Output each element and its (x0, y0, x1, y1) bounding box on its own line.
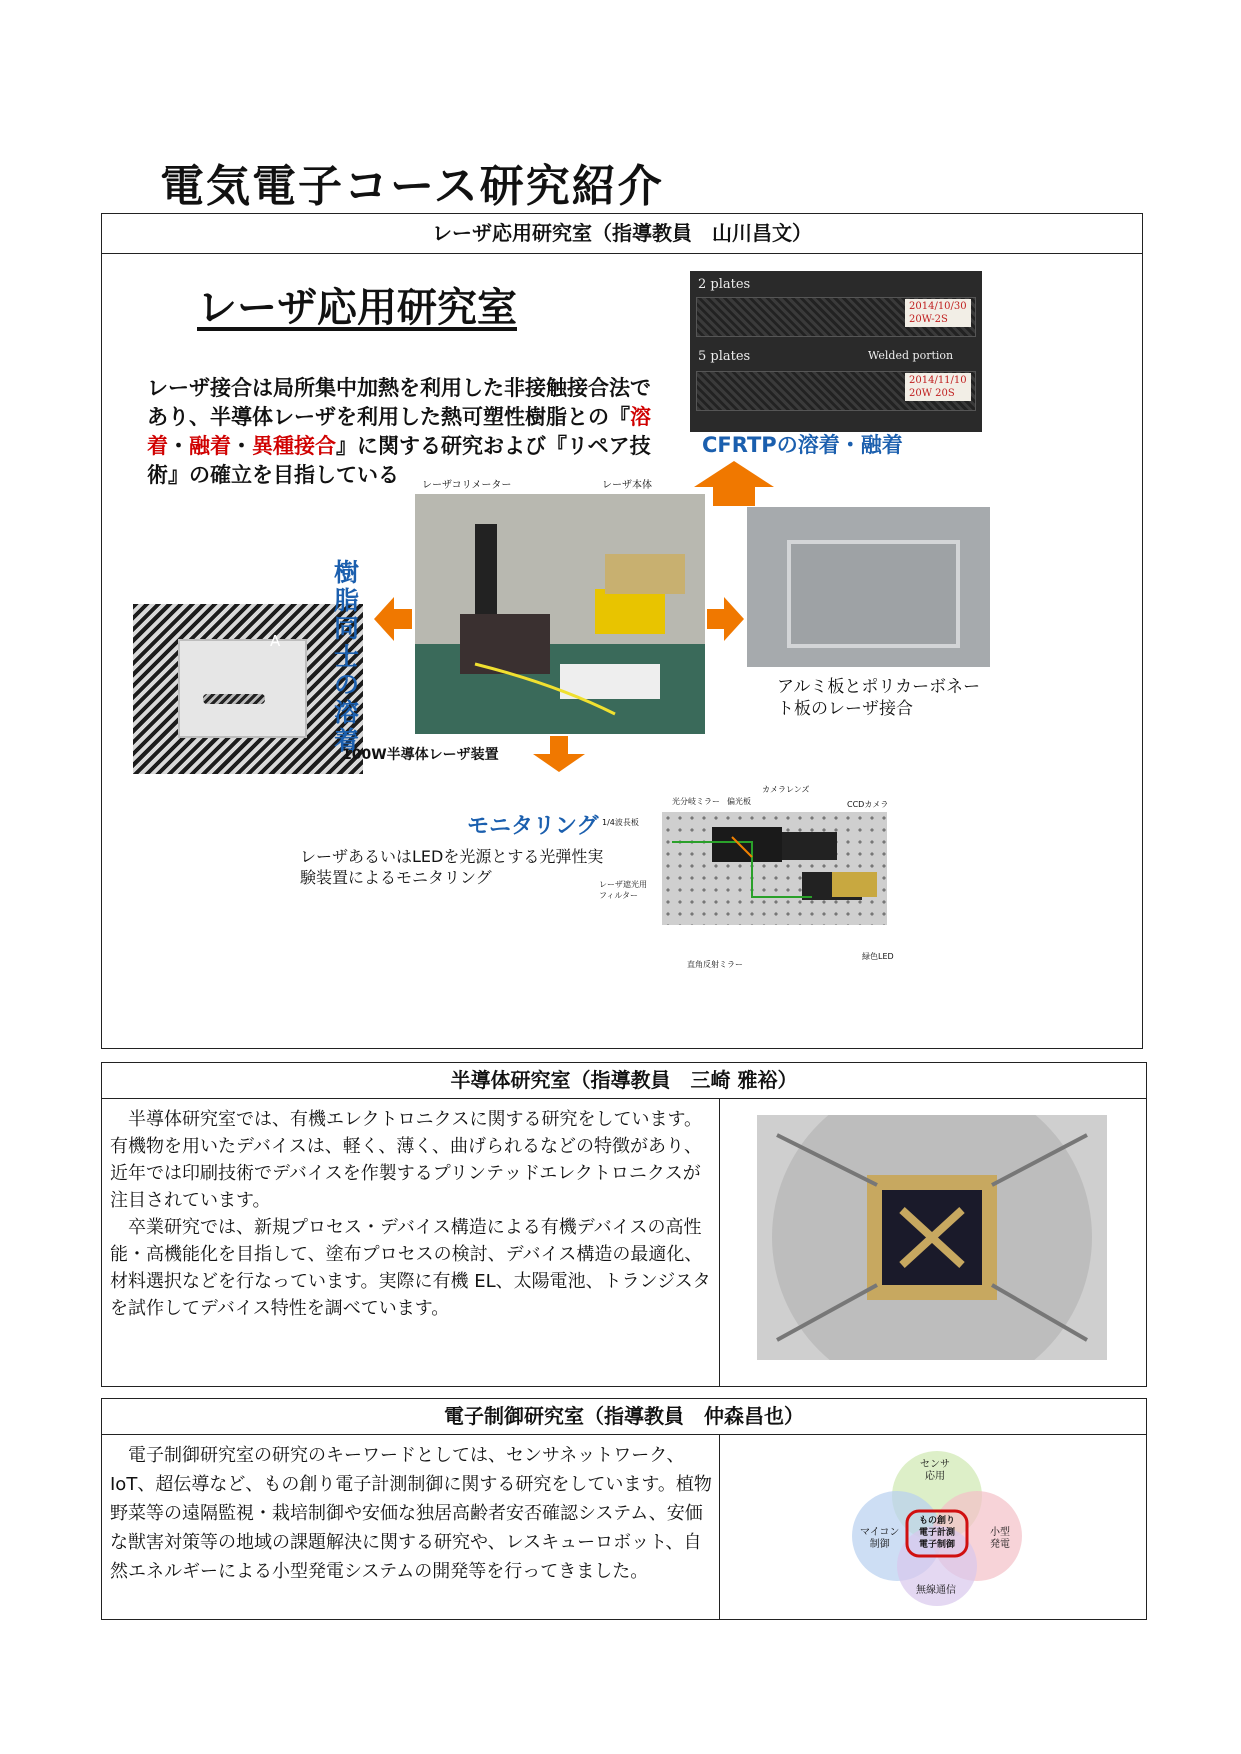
organic-device-photo (757, 1115, 1107, 1360)
laser-lab-header: レーザ応用研究室（指導教員 山川昌文） (102, 214, 1142, 254)
cfrtp-5plates-label: 5 plates (698, 349, 751, 364)
arrow-up-icon (694, 461, 774, 487)
arrow-right-shaft (707, 609, 725, 629)
arrow-left-shaft (394, 609, 412, 629)
arrow-right-icon (724, 597, 744, 641)
laser-body-caption: レーザ本体 (602, 480, 652, 491)
aluminum-caption: アルミ板とポリカーボネート板のレーザ接合 (777, 677, 981, 719)
arrow-down-shaft (550, 736, 568, 754)
laser-collimator-caption: レーザコリメーター (422, 480, 512, 491)
semiconductor-body: 半導体研究室では、有機エレクトロニクスに関する研究をしています。有機物を用いたデバイスは、軽く、薄く、曲げられるなどの特徴があり、近年では印刷技術でデバイスを作製するプリンテッドエレクトロニクスが注目されています。 卒業研究では、新規プロセス・デバイス構造による有機デバイスの高性能・高機能化を目指して、塗布プロセスの検討、デバイス構造の最適化、材料選択などを行なっています。実際に有機 EL、太陽電池、トランジスタを試作してデバイス特性を調べています。 (110, 1109, 711, 1319)
resin-marker-a: A (270, 632, 281, 650)
laser-lab-section (101, 213, 1143, 1049)
arrow-down-icon (533, 754, 585, 772)
laser-intro-text: レーザ接合は局所集中加熱を利用した非接触接合法であり、半導体レーザを利用した熱可塑性樹脂との『溶着・融着・異種接合』に関する研究および『リペア技術』の確立を目指している (147, 376, 651, 487)
monitoring-title: モニタリング (467, 814, 599, 839)
monitor-laser-filter-label: レーザ遮光用 フィルター (599, 880, 647, 900)
laser-lab-heading: レーザ応用研究室 (197, 285, 517, 331)
monitor-camera-lens-label: カメラレンズ (762, 785, 810, 794)
monitor-mirror-label: 直角反射ミラー (687, 960, 743, 969)
control-body: 電子制御研究室の研究のキーワードとしては、センサネットワーク、IoT、超伝導など、もの創り電子計測制御に関する研究をしています。植物野菜等の遠隔監視・栽培制御や安価な独居高齢者安否確認システム、安価な獣害対策等の地域の課題解決に関する研究や、レスキューロボット、自然エネルギーによる小型発電システムの開発等を行ってきました。 (110, 1445, 712, 1582)
laser-device-caption: 100W半導体レーザ装置 (342, 747, 499, 763)
arrow-up-shaft (713, 486, 755, 506)
arrow-left-icon (374, 597, 394, 641)
cfrtp-photo (690, 271, 982, 432)
venn-center-label: もの創り 電子計測 電子制御 (918, 1516, 955, 1550)
cfrtp-welded-label: Welded portion (868, 349, 954, 362)
venn-power-label: 小型 発電 (990, 1527, 1010, 1550)
resin-weld-label: 樹脂同士の溶着 (334, 558, 360, 755)
venn-sensor-label: センサ 応用 (920, 1459, 950, 1482)
semiconductor-lab-header: 半導体研究室（指導教員 三崎 雅裕） (102, 1063, 1146, 1099)
aluminum-polycarbonate-photo (747, 507, 990, 667)
control-lab-header: 電子制御研究室（指導教員 仲森昌也） (102, 1399, 1146, 1435)
resin-weld-photo (133, 604, 363, 774)
venn-microcontroller-label: マイコン 制御 (860, 1527, 900, 1550)
cfrtp-label: CFRTPの溶着・融着 (702, 433, 903, 457)
monitor-quarter-wave-label: 1/4波長板 (602, 818, 639, 827)
monitoring-setup-photo (662, 812, 887, 925)
cfrtp-note-bottom: 2014/11/10 20W 20S (905, 373, 971, 401)
monitor-beam-splitter-label: 光分岐ミラー (672, 797, 720, 806)
research-venn-diagram (842, 1441, 1032, 1611)
monitor-ccd-label: CCDカメラ (847, 800, 889, 809)
monitor-polarizer-label: 偏光板 (727, 797, 751, 806)
cfrtp-2plates-label: 2 plates (698, 277, 751, 292)
semiconductor-lab-section (101, 1062, 1147, 1387)
laser-device-photo (415, 494, 705, 734)
control-divider (719, 1435, 720, 1619)
monitoring-description: レーザあるいはLEDを光源とする光弾性実験装置によるモニタリング (300, 847, 604, 887)
cfrtp-note-top: 2014/10/30 20W-2S (905, 299, 971, 327)
page-title: 電気電子コース研究紹介 (160, 161, 664, 212)
control-lab-section (101, 1398, 1147, 1620)
monitor-green-led-label: 緑色LED (862, 952, 894, 961)
venn-wireless-label: 無線通信 (916, 1585, 956, 1596)
semiconductor-divider (719, 1099, 720, 1386)
